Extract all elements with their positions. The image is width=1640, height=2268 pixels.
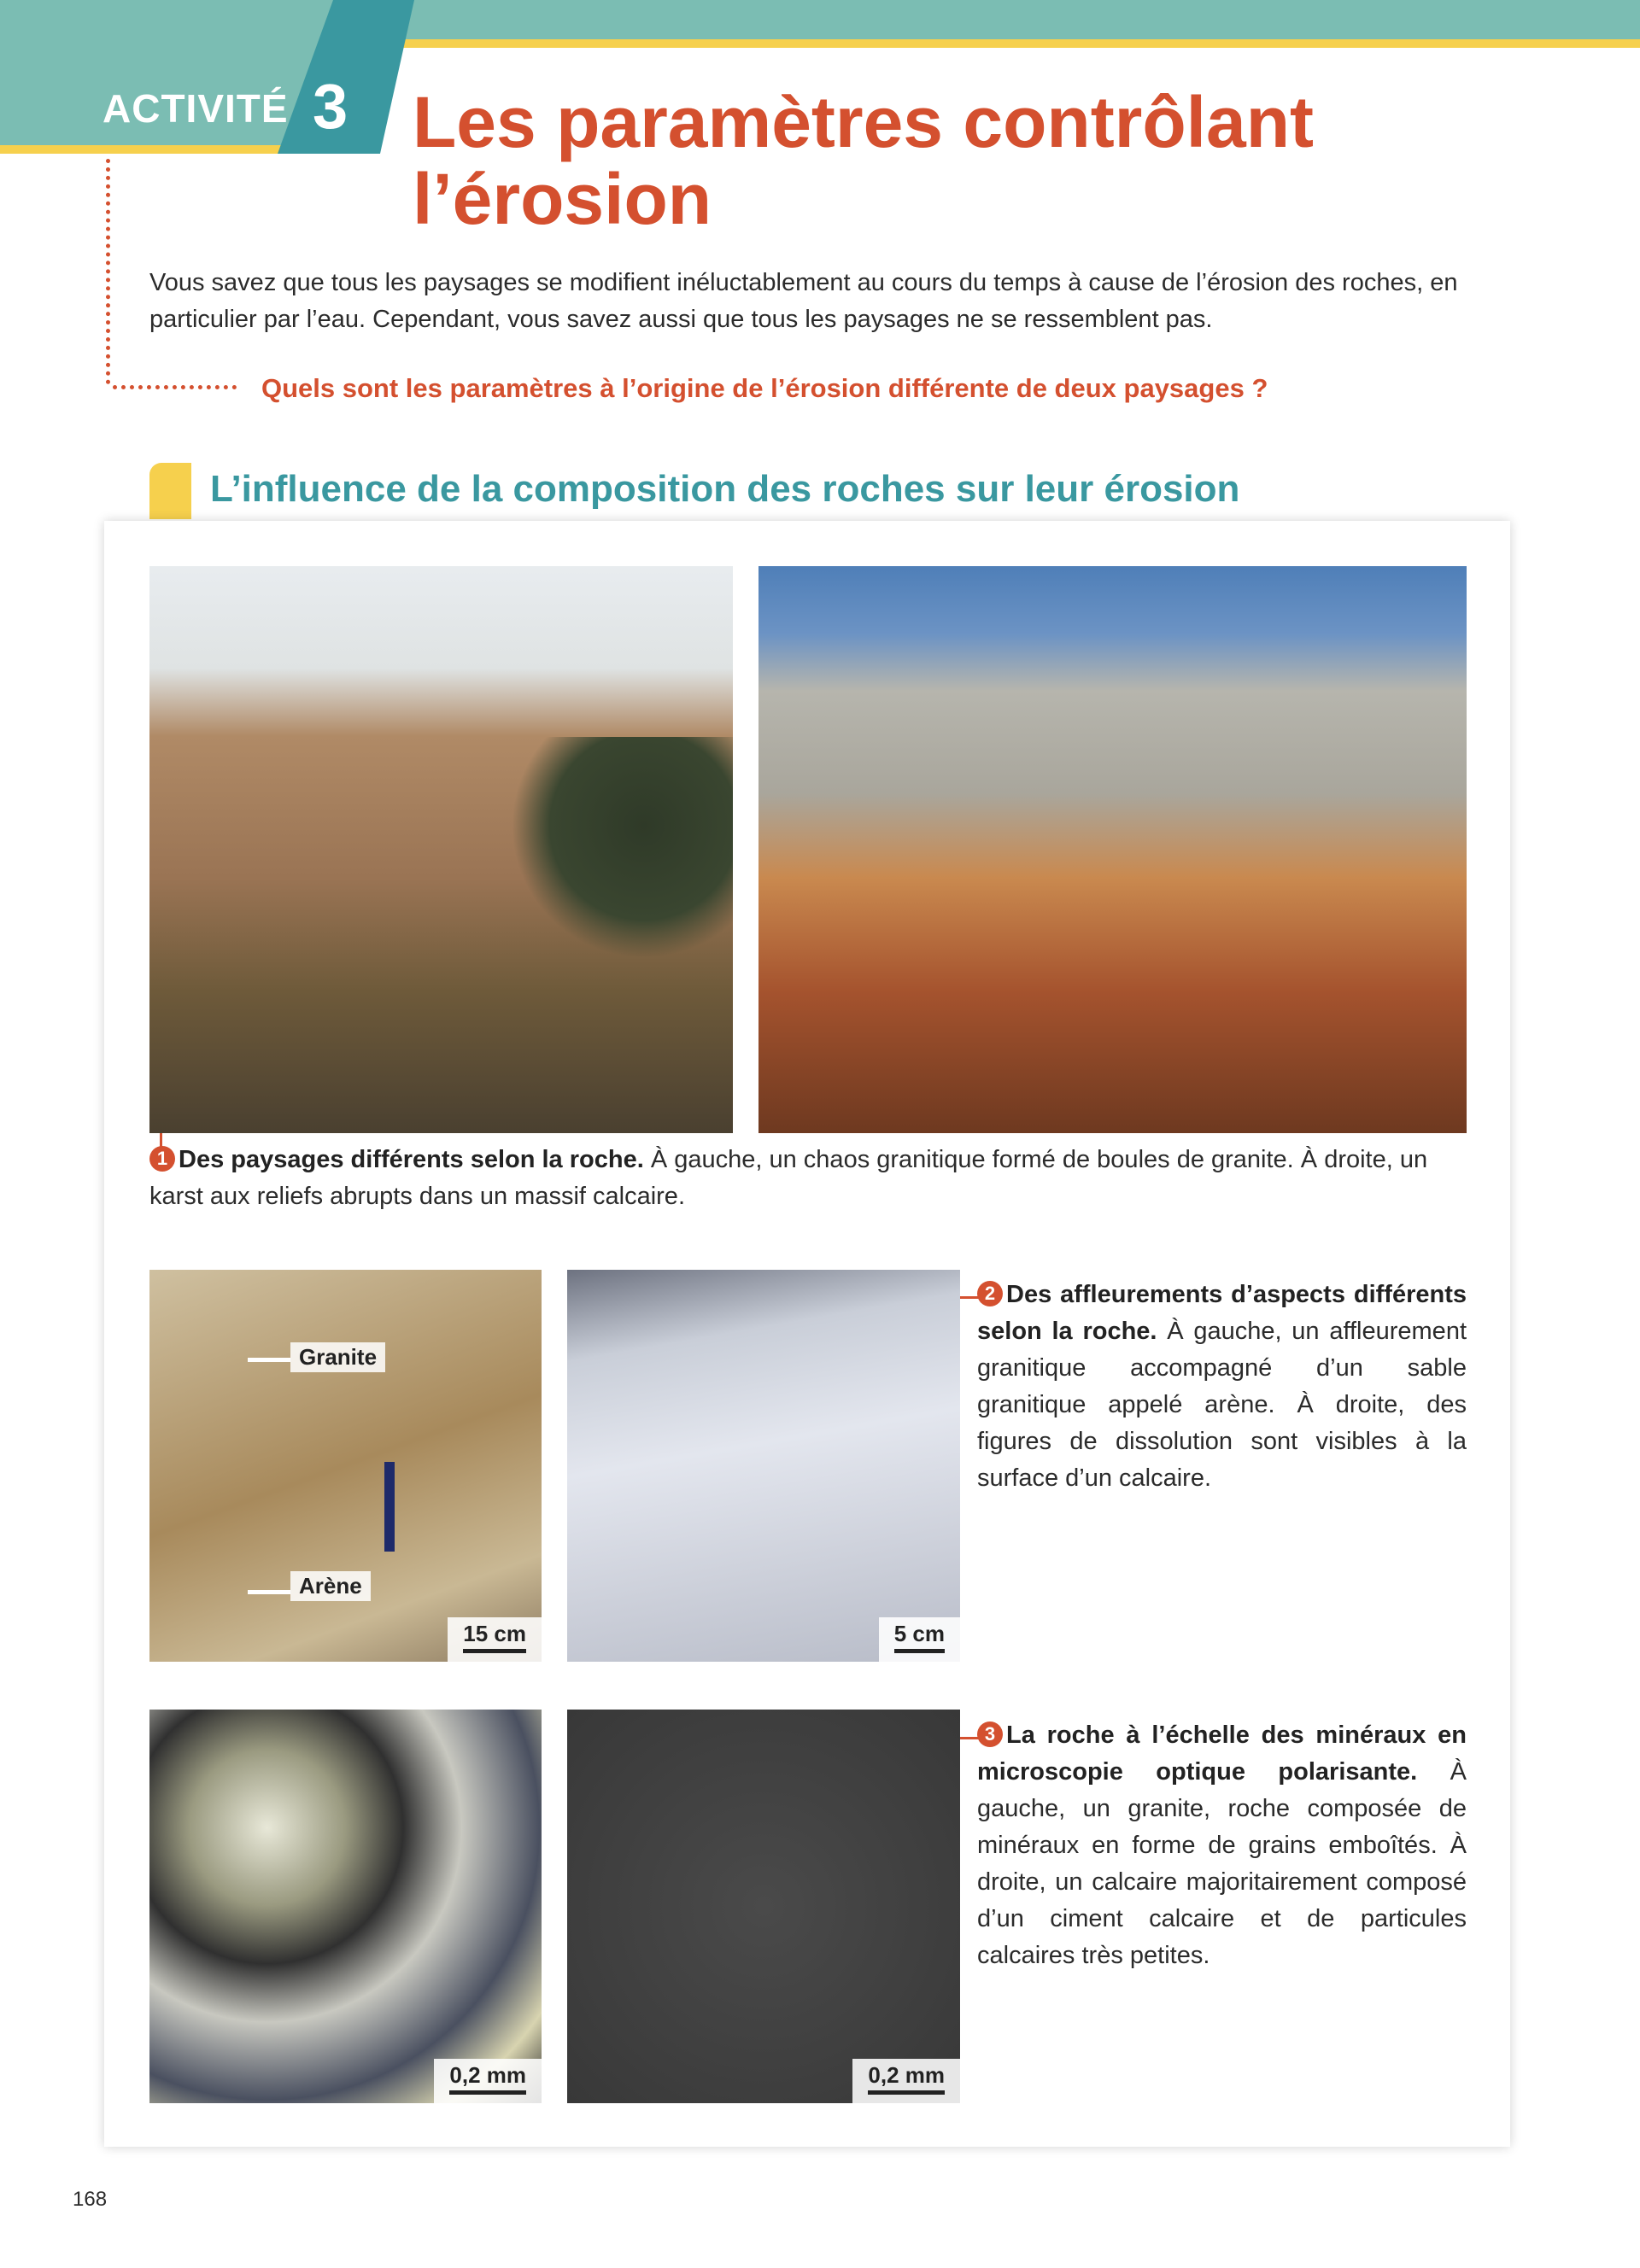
caption-doc-3 (977, 1717, 1467, 1974)
caption-text: À gauche, un granite, roche composée de minéraux en forme de grains emboîtés. À droite, un calcaire majoritairement composé d’un ciment calcaire et de particules calcaires très petites. (977, 1758, 1467, 1969)
photo-limestone-karst (758, 566, 1467, 1133)
doc-number-badge: 1 (149, 1146, 175, 1172)
pine-tree (511, 737, 733, 959)
caption-title: La roche à l’échelle des minéraux en microscopie optique polarisante. (977, 1721, 1467, 1786)
dotted-connector (106, 159, 110, 384)
scale-label: 15 cm (463, 1621, 526, 1646)
scale-label: 0,2 mm (449, 2062, 526, 2088)
caption-text: À gauche, un affleurement granitique accompagné d’un sable granitique appelé arène. À droite, des figures de dissolution sont visibles à la surface d’un calcaire. (977, 1318, 1467, 1492)
scale-label: 5 cm (893, 1621, 945, 1646)
page-number: 168 (73, 2188, 108, 2211)
label-pointer (248, 1358, 290, 1362)
scale-bar (879, 1617, 960, 1662)
activity-number: 3 (313, 71, 348, 142)
caption-doc-2 (977, 1277, 1467, 1497)
photo-limestone-dissolution (567, 1270, 960, 1662)
top-yellow-line (401, 39, 1640, 48)
caption-connector (960, 1296, 979, 1299)
dotted-connector (113, 385, 237, 389)
activity-label: ACTIVITÉ (102, 86, 289, 131)
scale-label: 0,2 mm (868, 2062, 945, 2088)
caption-text: À gauche, un chaos granitique formé de boules de granite. À droite, un karst aux reliefs abrupts dans un massif calcaire. (149, 1146, 1428, 1210)
activity-tab-underline (0, 145, 290, 154)
caption-title: Des affleurements d’aspects différents selon la roche. (977, 1281, 1467, 1345)
pen-scale-object (384, 1462, 395, 1552)
doc-number-badge: 2 (977, 1281, 1003, 1306)
scale-bar (852, 2059, 960, 2103)
photo-granite-outcrop (149, 1270, 542, 1662)
page-title: Les paramètres contrôlant l’érosion (413, 82, 1315, 239)
label-arene: Arène (290, 1571, 371, 1601)
micrograph-granite (149, 1710, 542, 2103)
section-marker (149, 463, 191, 519)
caption-title: Des paysages différents selon la roche. (179, 1146, 644, 1173)
caption-doc-1 (149, 1142, 1469, 1215)
photo-granite-chaos (149, 566, 733, 1133)
doc-number-badge: 3 (977, 1721, 1003, 1747)
problem-question: Quels sont les paramètres à l’origine de l’érosion différente de deux paysages ? (261, 373, 1268, 403)
intro-paragraph: Vous savez que tous les paysages se modifient inéluctablement au cours du temps à cause de l’érosion des roches, en particulier par l’eau. Cependant, vous savez aussi que tous les paysages ne se ressemblent pas. (149, 269, 1458, 333)
label-pointer (248, 1590, 290, 1594)
section-title: L’influence de la composition des roches sur leur érosion (210, 468, 1240, 510)
label-granite: Granite (290, 1342, 385, 1372)
scale-bar (448, 1617, 542, 1662)
scale-bar (434, 2059, 542, 2103)
micrograph-limestone (567, 1710, 960, 2103)
caption-connector (960, 1737, 979, 1739)
